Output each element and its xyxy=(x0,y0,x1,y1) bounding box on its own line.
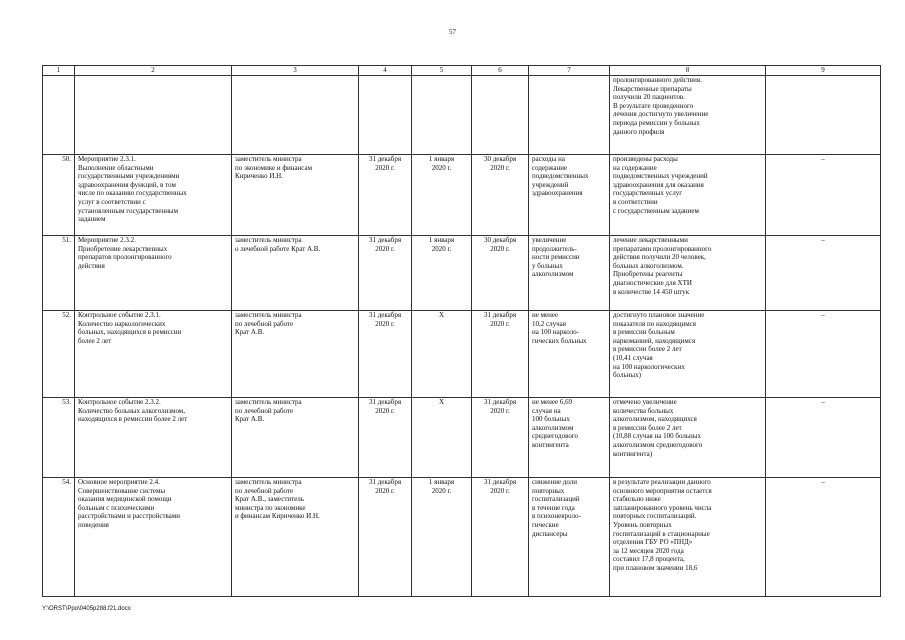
end-date-cell: 31 декабря 2020 г. xyxy=(472,398,529,478)
row-number-cell: 52. xyxy=(43,311,75,398)
column-number: 4 xyxy=(359,66,412,76)
note-cell xyxy=(766,76,881,155)
planned-result-cell: снижение доли повторных госпитализаций в течение года в психоневроло- гические диспансеры xyxy=(529,478,610,597)
responsible-cell xyxy=(232,76,359,155)
planned-result-cell: не менее 6,69 случая на 100 больных алкоголизмом среднегодового контингента xyxy=(529,398,610,478)
deadline-cell xyxy=(359,76,412,155)
page-number: 57 xyxy=(449,28,456,36)
end-date-cell: 31 декабря 2020 г. xyxy=(472,478,529,597)
column-number: 7 xyxy=(529,66,610,76)
file-path-footer: Y:\ORST\Ppo\0405p288.f21.docx xyxy=(42,606,131,612)
column-number-row xyxy=(43,66,881,76)
actual-result-cell: произведены расходы на содержание подведомственных учреждений здравоохранения для оказания государственных услуг в соответствии с государственным заданием xyxy=(610,155,766,236)
start-date-cell: Х xyxy=(412,398,472,478)
note-cell: – xyxy=(766,236,881,311)
row-number-cell: 50. xyxy=(43,155,75,236)
column-number: 1 xyxy=(43,66,75,76)
measure-name-cell: Контрольное событие 2.3.2. Количество больных алкоголизмом, находящихся в ремиссии более 2 лет xyxy=(75,398,232,478)
table-row xyxy=(43,311,881,398)
measure-name-cell: Контрольное событие 2.3.1. Количество наркологических больных, находящихся в ремиссии более 2 лет xyxy=(75,311,232,398)
row-number-cell: 51. xyxy=(43,236,75,311)
table-row xyxy=(43,155,881,236)
start-date-cell xyxy=(412,76,472,155)
planned-result-cell: не менее 10,2 случая на 100 нарколо- гических больных xyxy=(529,311,610,398)
deadline-cell: 31 декабря 2020 г. xyxy=(359,478,412,597)
planned-result-cell: расходы на содержание подведомственных учреждений здравоохранения xyxy=(529,155,610,236)
deadline-cell: 31 декабря 2020 г. xyxy=(359,155,412,236)
actual-result-cell: в результате реализации данного основного мероприятия остается стабильно ниже запланированного уровень числа повторных госпитализаций. Уровень повторных госпитализаций в стационарные отделения ГБУ РО «ПНД» за 12 месяцев 2020 года составил 17,8 процента, при плановом значении 18,6 xyxy=(610,478,766,597)
start-date-cell: 1 января 2020 г. xyxy=(412,155,472,236)
deadline-cell: 31 декабря 2020 г. xyxy=(359,311,412,398)
start-date-cell: 1 января 2020 г. xyxy=(412,236,472,311)
table-row xyxy=(43,398,881,478)
start-date-cell: Х xyxy=(412,311,472,398)
column-number: 8 xyxy=(610,66,766,76)
report-table xyxy=(42,65,881,597)
row-number-cell xyxy=(43,76,75,155)
row-number-cell: 53. xyxy=(43,398,75,478)
responsible-cell: заместитель министра по лечебной работе Крат А.В., заместитель министра по экономике и финансам Кириченко И.Н. xyxy=(232,478,359,597)
responsible-cell: заместитель министра по экономике и финансам Кириченко И.Н. xyxy=(232,155,359,236)
deadline-cell: 31 декабря 2020 г. xyxy=(359,236,412,311)
actual-result-cell: отмечено увеличение количества больных алкоголизмом, находящихся в ремиссии более 2 лет (10,88 случая на 100 больных алкоголизмом среднегодового контингента) xyxy=(610,398,766,478)
start-date-cell: 1 января 2020 г. xyxy=(412,478,472,597)
table-row xyxy=(43,236,881,311)
deadline-cell: 31 декабря 2020 г. xyxy=(359,398,412,478)
measure-name-cell: Мероприятие 2.3.2. Приобретение лекарственных препаратов пролонгированного действия xyxy=(75,236,232,311)
column-number: 2 xyxy=(75,66,232,76)
column-number: 3 xyxy=(232,66,359,76)
actual-result-cell: лечение лекарственными препаратами пролонгированного действия получили 20 человек, больных алкоголизмом. Приобретены реагенты диагностические для ХТИ в количестве 14 450 штук xyxy=(610,236,766,311)
table-row xyxy=(43,76,881,155)
column-number: 5 xyxy=(412,66,472,76)
end-date-cell: 30 декабря 2020 г. xyxy=(472,155,529,236)
measure-name-cell xyxy=(75,76,232,155)
note-cell: – xyxy=(766,311,881,398)
end-date-cell: 31 декабря 2020 г. xyxy=(472,311,529,398)
row-number-cell: 54. xyxy=(43,478,75,597)
end-date-cell: 30 декабря 2020 г. xyxy=(472,236,529,311)
responsible-cell: заместитель министра по лечебной работе Крат А.В. xyxy=(232,398,359,478)
actual-result-cell: достигнуто плановое значение показателя по находящимся в ремиссии больным наркоманией, находящимся в ремиссии более 2 лет (10,41 случая на 100 наркологических больных) xyxy=(610,311,766,398)
note-cell: – xyxy=(766,398,881,478)
planned-result-cell: увеличение продолжитель- ности ремиссии у больных алкоголизмом xyxy=(529,236,610,311)
column-number: 6 xyxy=(472,66,529,76)
column-number: 9 xyxy=(766,66,881,76)
responsible-cell: заместитель министра по лечебной работе Крат А.В. xyxy=(232,311,359,398)
end-date-cell xyxy=(472,76,529,155)
measure-name-cell: Основное мероприятие 2.4. Совершенствование системы оказания медицинской помощи больным с психическими расстройствами и расстройствами поведения xyxy=(75,478,232,597)
actual-result-cell: пролонгированного действия. Лекарственные препараты получили 20 пациентов. В результате проведенного лечения достигнуто увеличение периода ремиссии у больных данного профиля xyxy=(610,76,766,155)
note-cell: – xyxy=(766,478,881,597)
planned-result-cell xyxy=(529,76,610,155)
responsible-cell: заместитель министра о лечебной работе Крат А.В. xyxy=(232,236,359,311)
table-row xyxy=(43,478,881,597)
note-cell: – xyxy=(766,155,881,236)
measure-name-cell: Мероприятие 2.3.1. Выполнение областными государственными учреждениями здравоохранения функций, в том числе по оказанию государственных услуг в соответствии с установленным государственным заданием xyxy=(75,155,232,236)
